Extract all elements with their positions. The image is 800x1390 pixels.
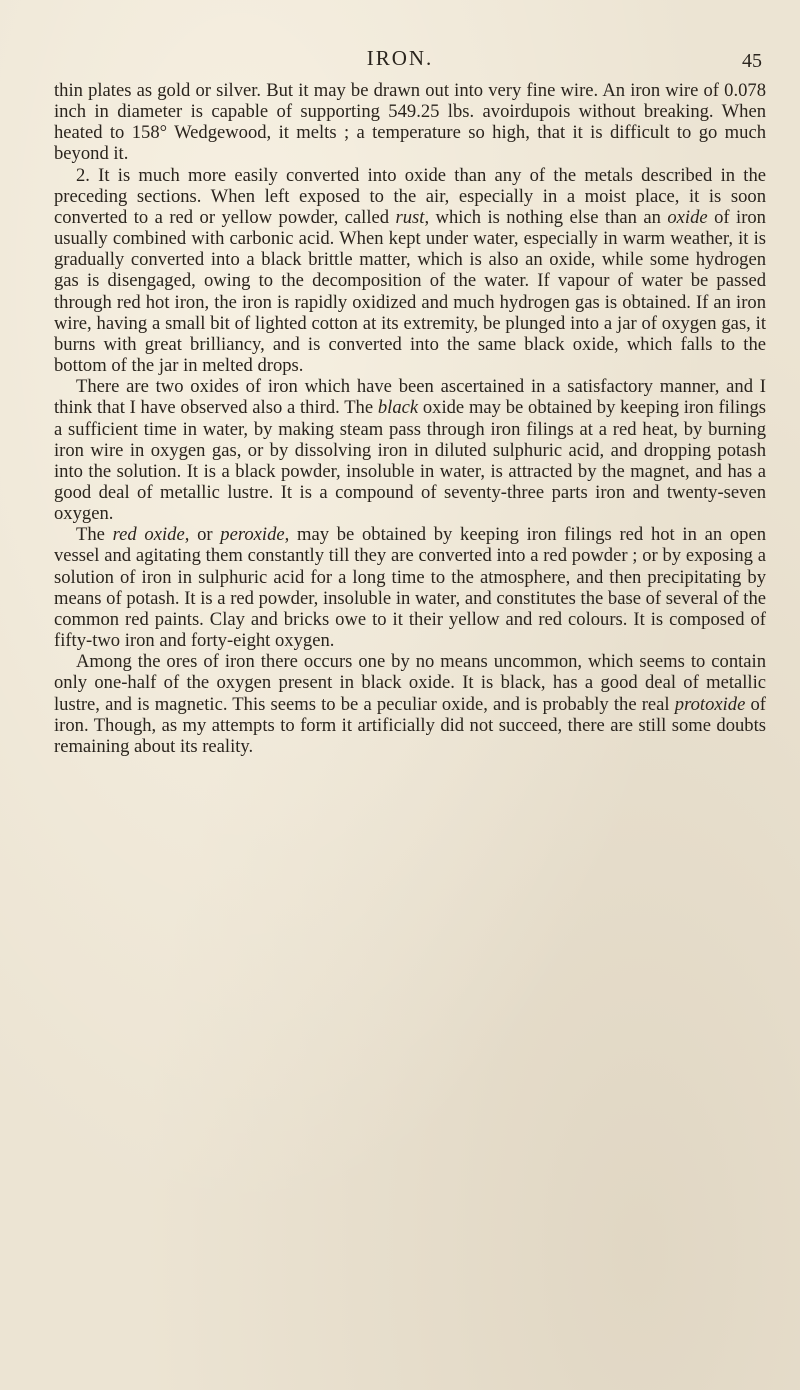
italic-term: peroxide bbox=[220, 524, 285, 546]
italic-term: oxide bbox=[667, 206, 708, 228]
text-run: of iron. Though, as my attempts to form it artificially did not succeed, there are still some doubts remaining about its reality. bbox=[54, 693, 766, 757]
text-run: Among the ores of iron there occurs one by no means uncommon, which seems to contain only one-half of the oxygen present in black oxide. It is black, has a good deal of metallic lustre, and is magnetic. This seems to be a peculiar oxide, and is probably the real bbox=[54, 651, 766, 715]
italic-term: rust bbox=[395, 206, 425, 228]
paragraph bbox=[54, 165, 766, 377]
italic-term: black bbox=[377, 397, 419, 419]
paragraph bbox=[54, 524, 766, 651]
paragraph bbox=[54, 376, 766, 524]
paragraph bbox=[54, 651, 766, 757]
italic-term: red oxide bbox=[112, 524, 185, 546]
text-run: oxide may be obtained by keeping iron filings a sufficient time in water, by making steam pass through iron filings at a red heat, by burning iron wire in oxygen gas, or by dissolving iron in diluted sulphuric acid, and dropping potash into the solution. It is a black powder, insoluble in water, is attracted by the magnet, and has a good deal of metallic lustre. It is a compound of seventy-three parts iron and twenty-seven oxygen. bbox=[54, 397, 766, 525]
body-text bbox=[54, 80, 766, 757]
text-run: , or bbox=[184, 524, 221, 546]
page-header bbox=[0, 40, 800, 80]
text-run: , which is nothing else than an bbox=[424, 206, 668, 228]
text-run: thin plates as gold or silver. But it may be drawn out into very fine wire. An iron wire of 0.078 inch in diameter is capable of supporting 549.25 lbs. avoirdupois without breaking. When heated to 158° Wedgewood, it melts ; a temperature so high, that it is difficult to go much beyond it. bbox=[54, 80, 766, 165]
italic-term: protoxide bbox=[674, 693, 746, 715]
running-head: IRON. bbox=[366, 46, 434, 70]
text-run: There are two oxides of iron which have been ascertained in a satisfactory manner, and I think that I have observed also a third. The bbox=[54, 376, 766, 419]
text-run: 2. It is much more easily converted into oxide than any of the metals described in the preceding sections. When left exposed to the air, especially in a moist place, it is soon converted to a red or yellow powder, called bbox=[54, 164, 766, 228]
paragraph bbox=[54, 80, 766, 165]
text-run: , may be obtained by keeping iron filings red hot in an open vessel and agitating them constantly till they are converted into a red powder ; or by exposing a solution of iron in sulphuric acid for a long time to the atmosphere, and then precipitating by means of potash. It is a red powder, insoluble in water, and constitutes the base of several of the common red paints. Clay and bricks owe to it their yellow and red colours. It is composed of fifty-two iron and forty-eight oxygen. bbox=[54, 524, 766, 652]
text-run: of iron usually combined with carbonic acid. When kept under water, especially in warm weather, it is gradually converted into a black brittle matter, which is also an oxide, while some hydrogen gas is disengaged, owing to the decomposition of the water. If vapour of water be passed through red hot iron, the iron is rapidly oxidized and much hydrogen gas is obtained. If an iron wire, having a small bit of lighted cotton at its extremity, be plunged into a jar of oxygen gas, it burns with great brilliancy, and is converted into the same black oxide, which falls to the bottom of the jar in melted drops. bbox=[54, 206, 766, 377]
text-run: The bbox=[76, 524, 113, 546]
page-number: 45 bbox=[742, 50, 762, 72]
